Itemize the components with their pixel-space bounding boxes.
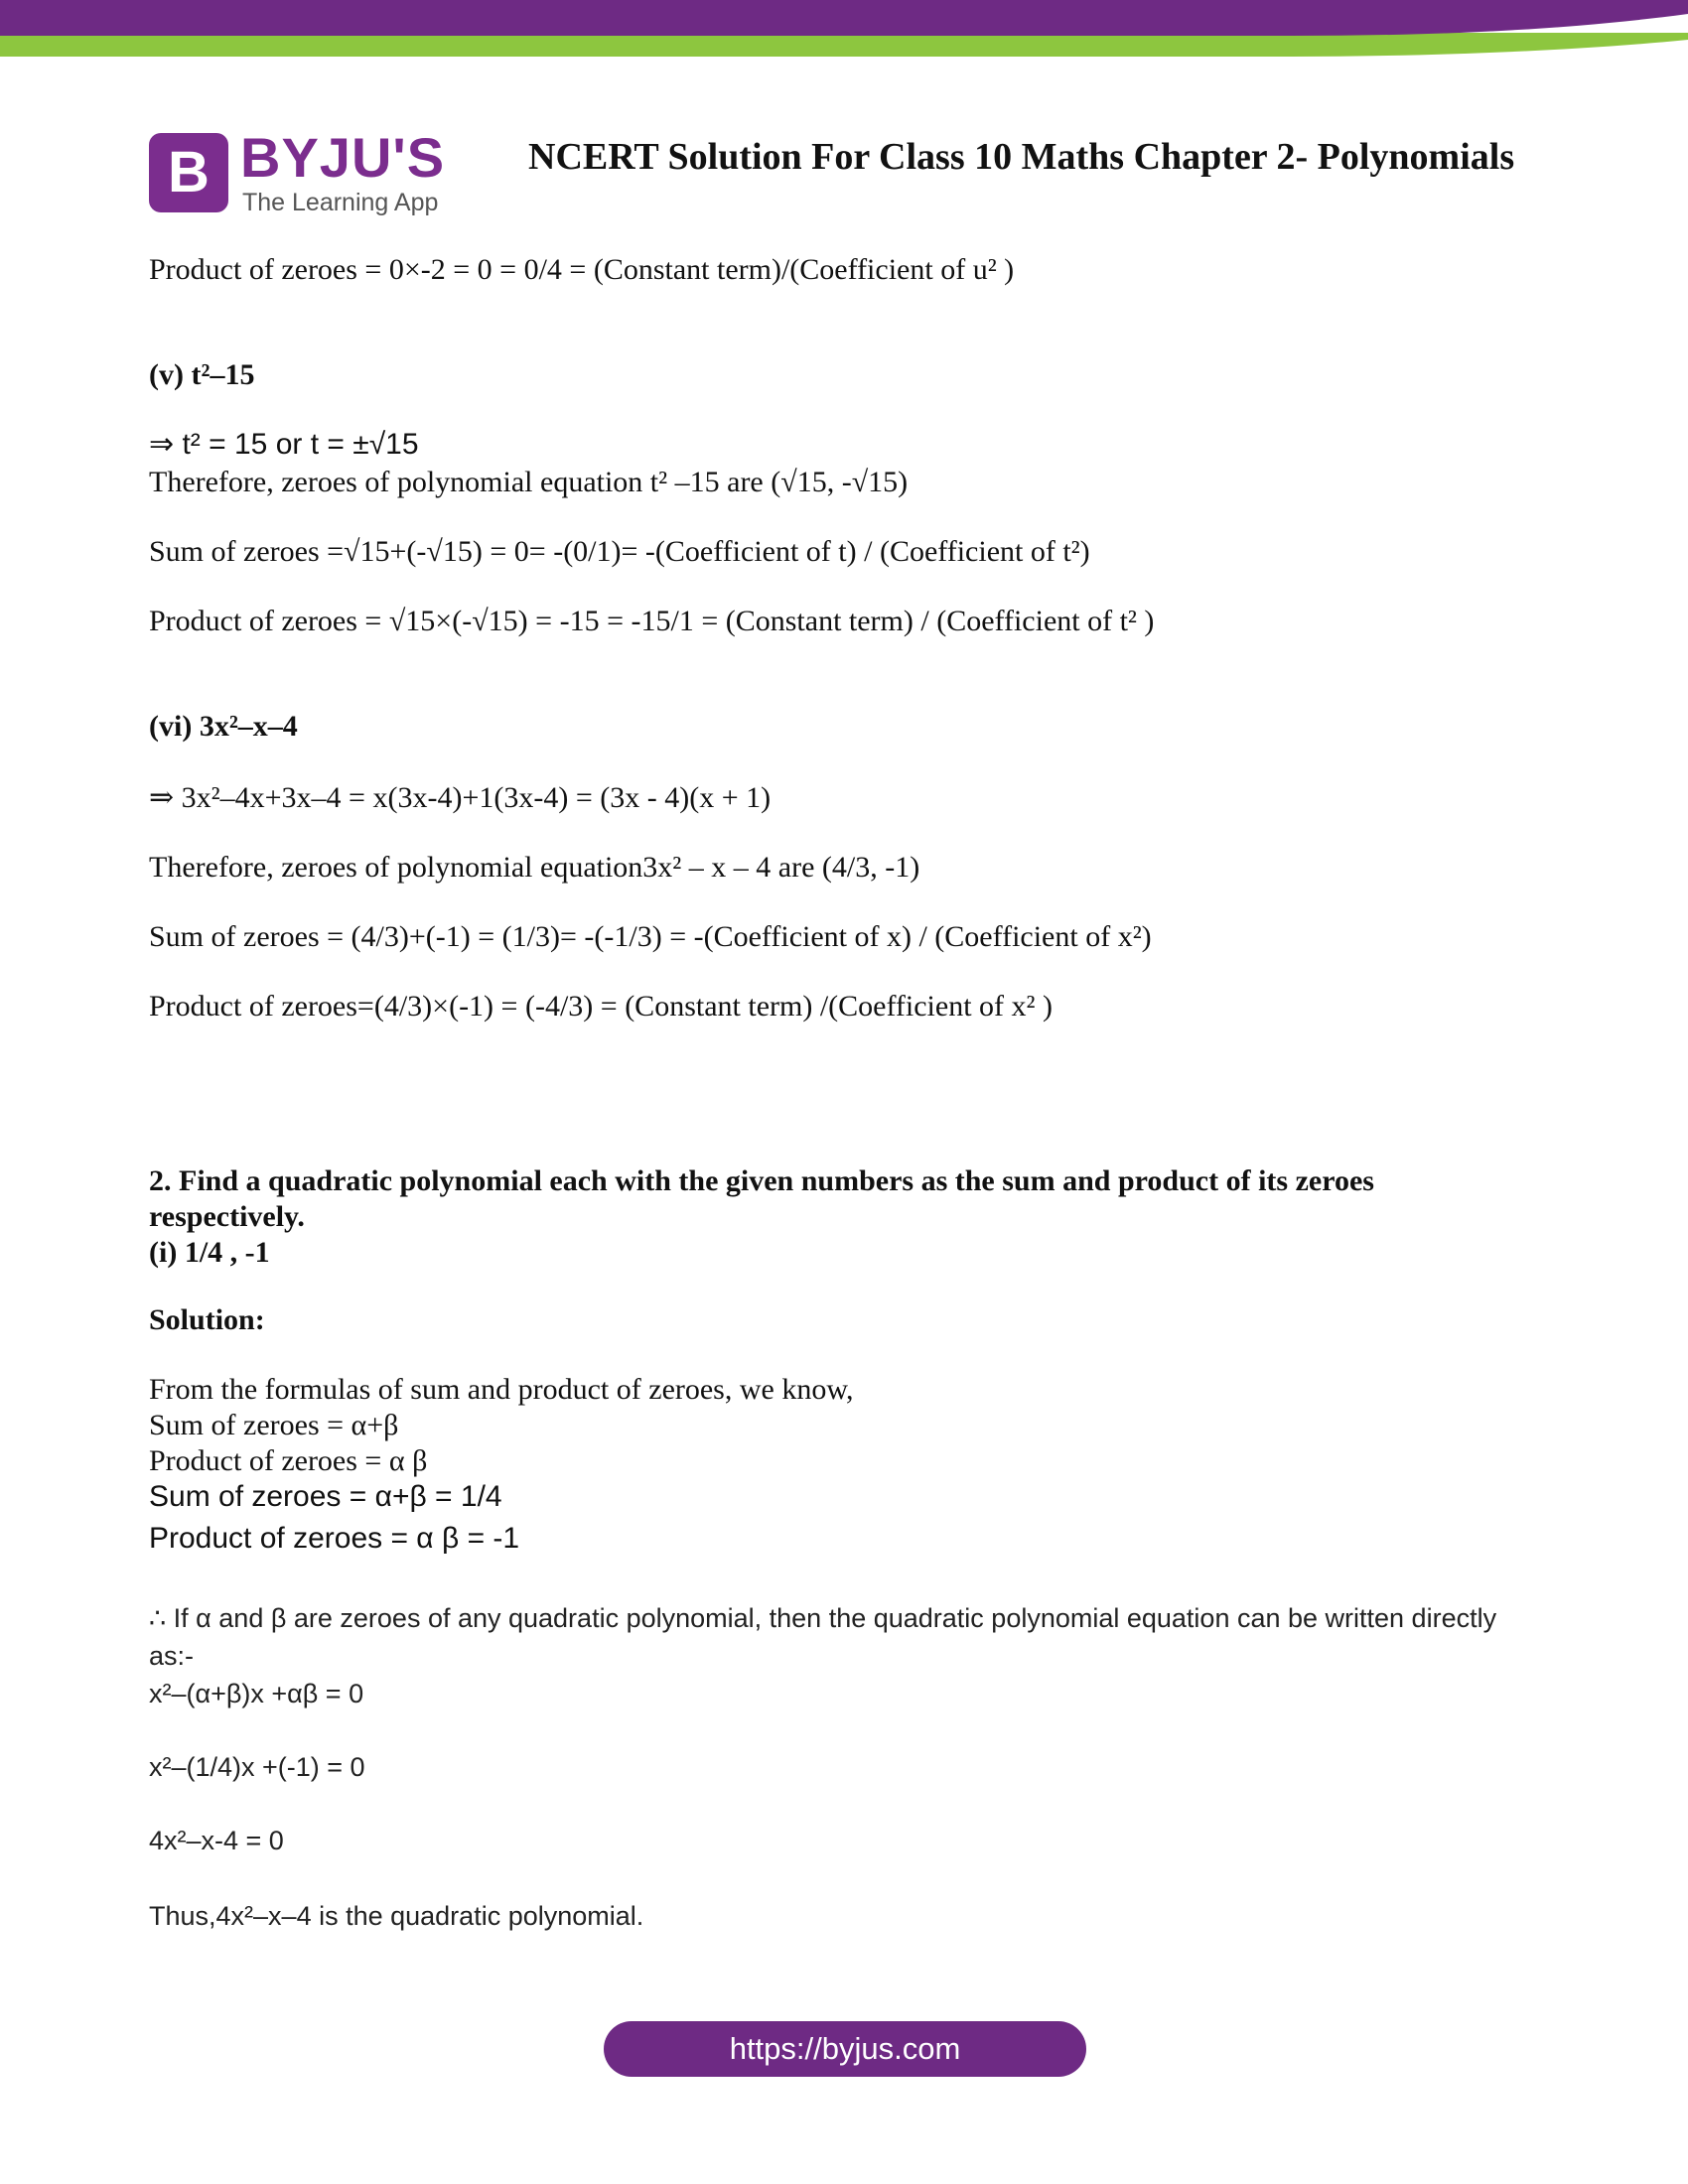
text-line: From the formulas of sum and product of zeroes, we know, [149,1373,854,1406]
byjus-logo [149,126,457,222]
conclusion-line: Thus,4x²–x–4 is the quadratic polynomial. [149,1901,644,1931]
header-decor-bands [0,0,1688,69]
logo-tagline: The Learning App [242,189,439,216]
text-line: Product of zeroes=(4/3)×(-1) = (-4/3) = (Constant term) /(Coefficient of x² ) [149,990,1054,1023]
question-2-heading: 2. Find a quadratic polynomial each with the given numbers as the sum and product of its zeroes [149,1164,1374,1197]
text-line: ⇒ t² = 15 or t = ±√15 [149,428,419,461]
logo-letter: B [168,140,210,205]
text-line: Sum of zeroes = (4/3)+(-1) = (1/3)= -(-1/3) = -(Coefficient of x) / (Coefficient of x²) [149,920,1152,953]
text-line: Product of zeroes = α β [149,1444,428,1477]
text-line: ⇒ 3x²–4x+3x–4 = x(3x-4)+1(3x-4) = (3x - 4)(x + 1) [149,781,772,814]
question-2-heading-cont: respectively. [149,1200,305,1233]
logo-wordmark: BYJU'S [240,126,446,189]
page-title: NCERT Solution For Class 10 Maths Chapter 2- Polynomials [528,136,1515,178]
question-part-vi: (vi) 3x²–x–4 [149,710,298,743]
footer-link-pill[interactable] [604,2021,1086,2077]
text-line: Product of zeroes = 0×-2 = 0 = 0/4 = (Constant term)/(Coefficient of u² ) [149,253,1015,286]
text-line: as:- [149,1641,195,1671]
text-line: ∴ If α and β are zeroes of any quadratic polynomial, then the quadratic polynomial equation can be written directly [149,1603,1497,1633]
solution-label: Solution: [149,1303,265,1336]
question-part-v: (v) t²–15 [149,358,255,391]
text-line: Product of zeroes = √15×(-√15) = -15 = -15/1 = (Constant term) / (Coefficient of t² ) [149,605,1155,637]
text-line: Product of zeroes = α β = -1 [149,1522,520,1555]
text-line: Therefore, zeroes of polynomial equation3x² – x – 4 are (4/3, -1) [149,851,920,884]
footer-url[interactable]: https://byjus.com [729,2031,961,2066]
text-line: Sum of zeroes = α+β = 1/4 [149,1480,502,1513]
question-2-part-i: (i) 1/4 , -1 [149,1236,270,1269]
equation-line: x²–(α+β)x +αβ = 0 [149,1679,364,1708]
text-line: Sum of zeroes =√15+(-√15) = 0= -(0/1)= -(Coefficient of t) / (Coefficient of t²) [149,535,1090,568]
equation-line: x²–(1/4)x +(-1) = 0 [149,1752,365,1782]
text-line: Sum of zeroes = α+β [149,1409,399,1441]
text-line: Therefore, zeroes of polynomial equation t² –15 are (√15, -√15) [149,466,909,498]
equation-line: 4x²–x-4 = 0 [149,1826,284,1855]
